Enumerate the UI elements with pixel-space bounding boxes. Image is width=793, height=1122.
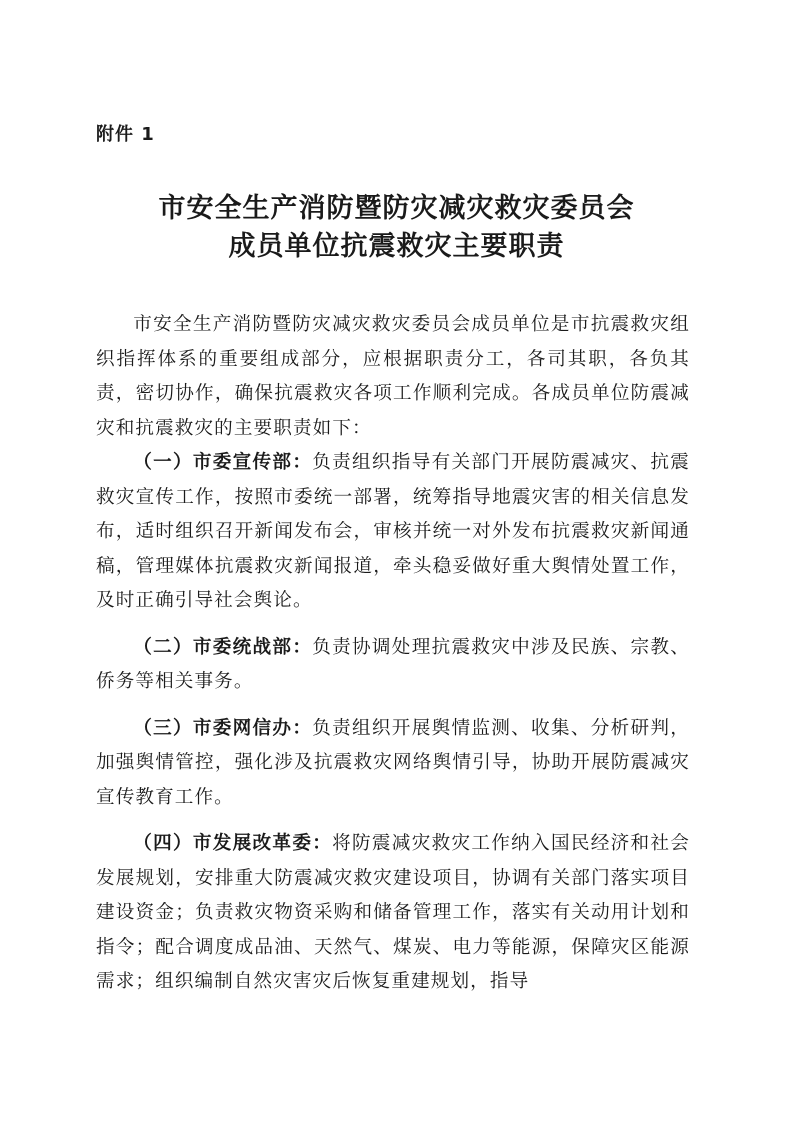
section-text: 负责组织指导有关部门开展防震减灾、抗震救灾宣传工作，按照市委统一部署，统筹指导地震灾害的相关信息发布，适时组织召开新闻发布会，审核并统一对外发布抗震救灾新闻通稿，管理媒体抗震救灾新闻报道，牵头稳妥做好重大舆情处置工作，及时正确引导社会舆论。 [96,452,690,611]
attachment-label: 附件 1 [96,124,155,145]
section-paragraph [96,712,690,816]
section-heading: （二）市委统战部： [133,636,313,658]
section-heading: （三）市委网信办： [133,717,313,739]
document-title-line-1: 市安全生产消防暨防灾减灾救灾委员会 [158,193,635,224]
section-heading: （一）市委宣传部： [133,452,313,473]
section-text: 负责协调处理抗震救灾中涉及民族、宗教、侨务等相关事务。 [96,636,690,692]
section-text: 将防震减灾救灾工作纳入国民经济和社会发展规划，安排重大防震减灾救灾建设项目，协调有关部门落实项目建设资金；负责救灾物资采购和储备管理工作，落实有关动用计划和指令；配合调度成品油、天然气、煤炭、电力等能源，保障灾区能源需求；组织编制自然灾害灾后恢复重建规划，指导 [96,833,690,992]
intro-paragraph: 市安全生产消防暨防灾减灾救灾委员会成员单位是市抗震救灾组织指挥体系的重要组成部分，应根据职责分工，各司其职，各负其责，密切协作，确保抗震救灾各项工作顺利完成。各成员单位防震减灾和抗震救灾的主要职责如下： [96,314,690,439]
document-body [96,308,690,1000]
section-heading: （四）市发展改革委： [133,833,333,854]
section-text: 负责组织开展舆情监测、收集、分析研判，加强舆情管控，强化涉及抗震救灾网络舆情引导，协助开展防震减灾宣传教育工作。 [96,717,690,808]
document-title-line-2: 成员单位抗震救灾主要职责 [228,231,565,262]
section-paragraph [96,631,690,700]
section-paragraph [96,446,690,619]
section-paragraph [96,827,690,1000]
